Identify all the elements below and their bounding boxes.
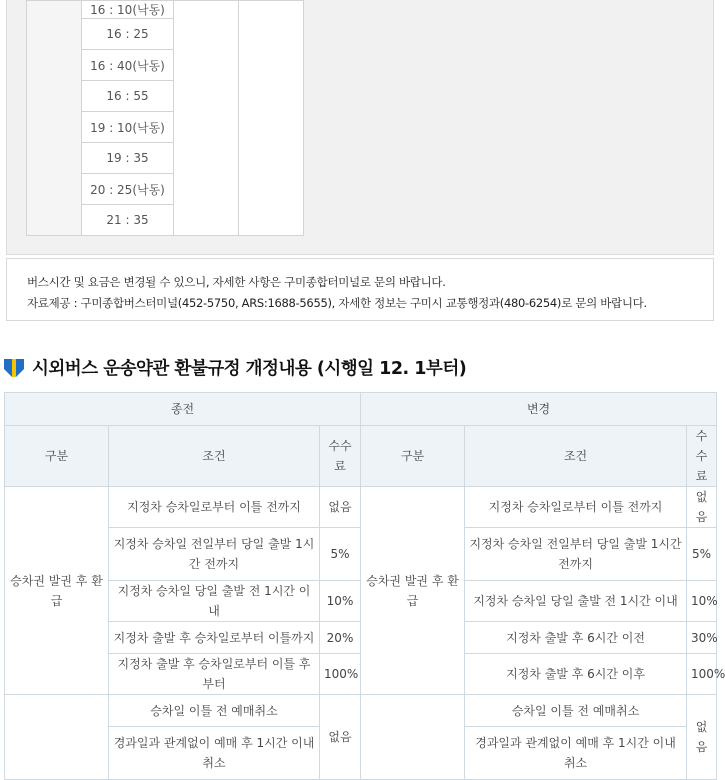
fee-cell: 5%	[687, 528, 717, 581]
category-cell: 승차권 발권 후 환급	[361, 487, 465, 695]
condition-cell: 경과일과 관계없이 예매 후 1시간 이내 취소	[465, 727, 687, 780]
category-cell	[5, 695, 109, 780]
schedule-route-cell	[27, 1, 82, 236]
condition-cell: 지정차 승차일 전일부터 당일 출발 1시간 전까지	[109, 528, 320, 581]
schedule-table	[26, 0, 304, 236]
condition-cell: 지정차 출발 후 6시간 이전	[465, 622, 687, 654]
condition-cell: 지정차 출발 후 6시간 이후	[465, 654, 687, 695]
group-header-old: 종전	[5, 393, 361, 426]
condition-cell: 지정차 출발 후 승차일로부터 이틀 후부터	[109, 654, 320, 695]
schedule-time-cell: 21 : 35	[82, 205, 174, 236]
section-title: 시외버스 운송약관 환불규정 개정내용 (시행일 12. 1부터)	[32, 358, 467, 379]
fee-cell: 30%	[687, 622, 717, 654]
refund-rules-table	[4, 392, 725, 780]
column-header-condition: 조건	[109, 426, 320, 487]
condition-cell: 지정차 승차일로부터 이틀 전까지	[465, 487, 687, 528]
category-cell: 승차권 발권 후 환급	[5, 487, 109, 695]
condition-cell: 지정차 승차일 당일 출발 전 1시간 이내	[465, 581, 687, 622]
column-header-fee: 수수료	[687, 426, 717, 487]
notice-box	[6, 258, 714, 321]
column-header-fee: 수수료	[320, 426, 361, 487]
fee-cell: 10%	[687, 581, 717, 622]
table-row	[5, 695, 717, 727]
table-row	[5, 487, 717, 528]
category-cell	[361, 695, 465, 780]
schedule-time-cell: 19 : 10(낙동)	[82, 112, 174, 143]
section-bullet-icon	[4, 357, 24, 377]
fee-cell: 없음	[687, 487, 717, 528]
schedule-time-cell: 19 : 35	[82, 143, 174, 174]
fee-cell: 없음	[687, 695, 717, 780]
fee-cell: 100%	[687, 654, 717, 695]
fee-cell: 100%	[320, 654, 361, 695]
fee-cell: 5%	[320, 528, 361, 581]
fee-cell: 없음	[320, 487, 361, 528]
condition-cell: 지정차 출발 후 승차일로부터 이틀까지	[109, 622, 320, 654]
fee-cell: 10%	[320, 581, 361, 622]
condition-cell: 승차일 이틀 전 예매취소	[465, 695, 687, 727]
fee-cell: 20%	[320, 622, 361, 654]
schedule-time-cell: 16 : 40(낙동)	[82, 50, 174, 81]
notice-line: 버스시간 및 요금은 변경될 수 있으니, 자세한 사항은 구미종합터미널로 문의 바랍니다.	[27, 275, 446, 289]
schedule-panel	[6, 0, 714, 255]
schedule-empty-cell	[239, 1, 304, 236]
table-row	[27, 1, 304, 19]
column-header-category: 구분	[5, 426, 109, 487]
section-header	[4, 355, 466, 379]
schedule-time-cell: 16 : 25	[82, 19, 174, 50]
data-source-line: 자료제공 : 구미종합버스터미널(452-5750, ARS:1688-5655), 자세한 정보는 구미시 교통행정과(480-6254)로 문의 바랍니다.	[27, 296, 647, 310]
schedule-time-cell: 16 : 55	[82, 81, 174, 112]
condition-cell: 지정차 승차일 당일 출발 전 1시간 이내	[109, 581, 320, 622]
condition-cell: 경과일과 관계없이 예매 후 1시간 이내 취소	[109, 727, 320, 780]
column-header-condition: 조건	[465, 426, 687, 487]
fee-cell: 없음	[320, 695, 361, 780]
schedule-empty-cell	[174, 1, 239, 236]
condition-cell: 지정차 승차일로부터 이틀 전까지	[109, 487, 320, 528]
condition-cell: 승차일 이틀 전 예매취소	[109, 695, 320, 727]
group-header-new: 변경	[361, 393, 717, 426]
schedule-time-cell: 16 : 10(낙동)	[82, 1, 174, 19]
schedule-time-cell: 20 : 25(낙동)	[82, 174, 174, 205]
condition-cell: 지정차 승차일 전일부터 당일 출발 1시간 전까지	[465, 528, 687, 581]
column-header-category: 구분	[361, 426, 465, 487]
